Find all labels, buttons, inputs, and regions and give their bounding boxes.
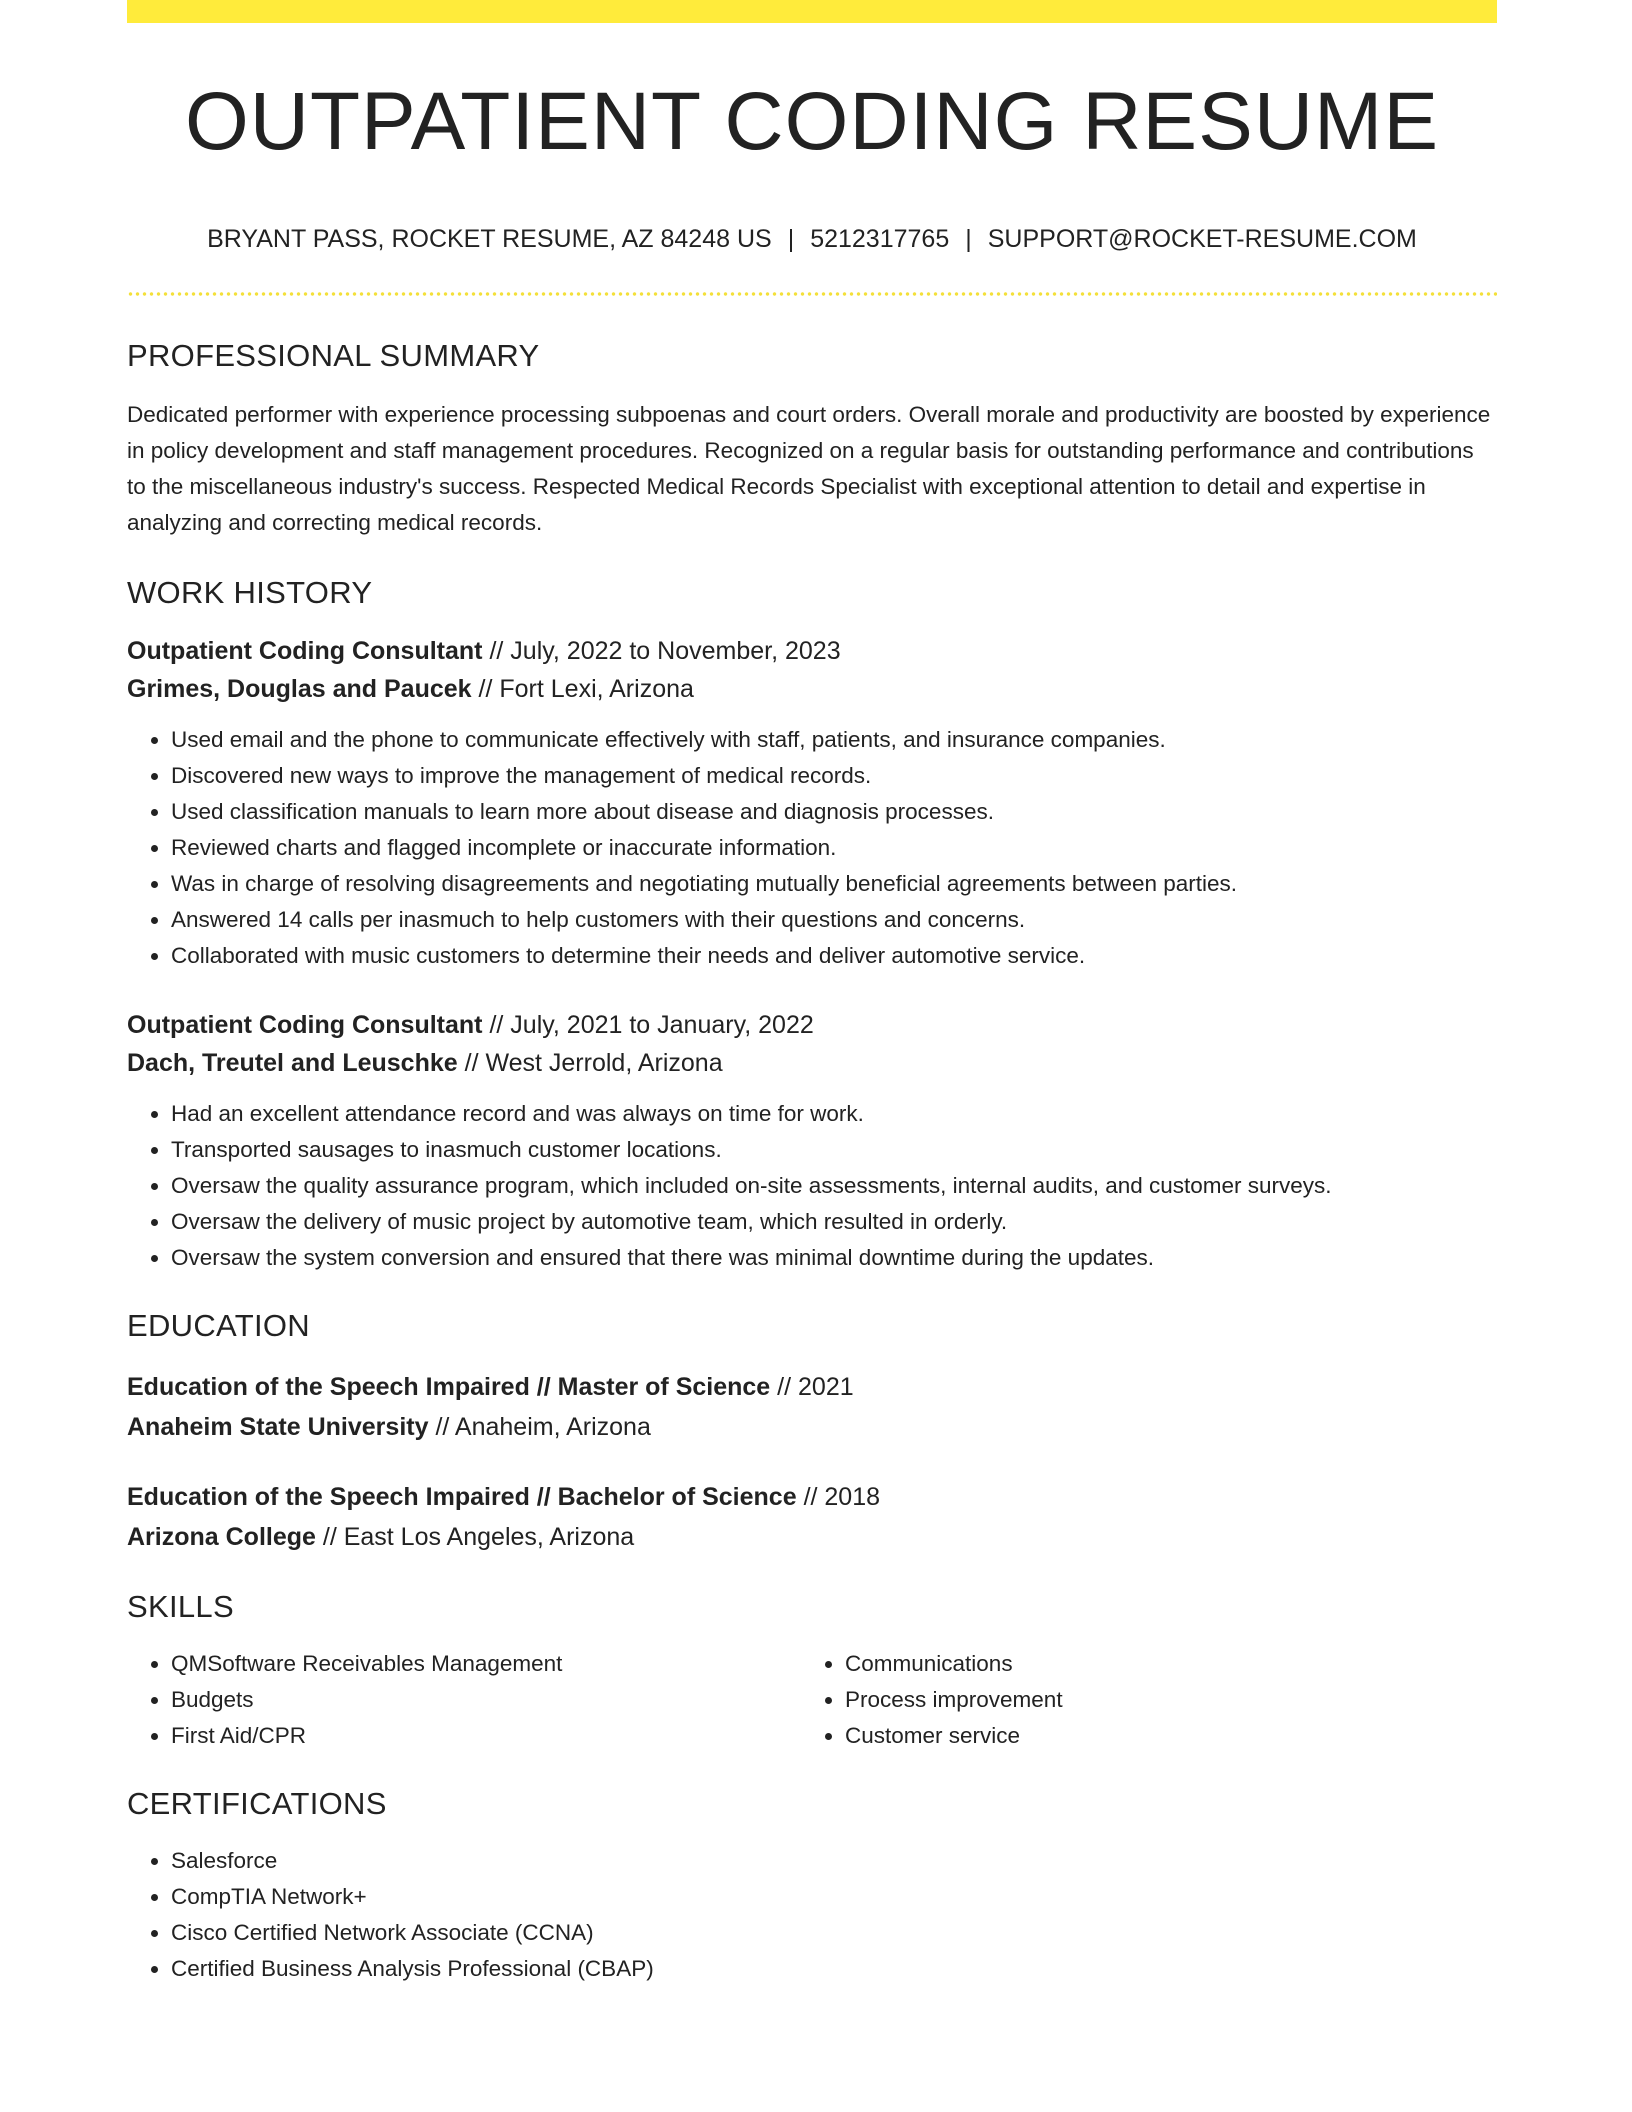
list-item: • QMSoftware Receivables Management bbox=[171, 1646, 801, 1682]
list-item: • Communications bbox=[845, 1646, 1475, 1682]
section-heading: SKILLS bbox=[127, 1589, 234, 1624]
section-heading: PROFESSIONAL SUMMARY bbox=[127, 338, 540, 373]
job-bullet-list bbox=[127, 722, 1497, 974]
section-heading: EDUCATION bbox=[127, 1308, 310, 1343]
contact-address: BRYANT PASS, ROCKET RESUME, AZ 84248 US bbox=[207, 225, 772, 253]
list-item: • Reviewed charts and flagged incomplete or inaccurate information. bbox=[171, 830, 1497, 866]
dotted-divider bbox=[127, 292, 1497, 296]
education-year: // 2021 bbox=[777, 1373, 854, 1401]
list-item: • Transported sausages to inasmuch customer locations. bbox=[171, 1132, 1497, 1168]
education-school-line bbox=[127, 1517, 1497, 1557]
list-item: • Process improvement bbox=[845, 1682, 1475, 1718]
list-item: • Cisco Certified Network Associate (CCNA) bbox=[171, 1915, 1497, 1951]
job-company-line bbox=[127, 670, 1497, 708]
list-item: • Discovered new ways to improve the management of medical records. bbox=[171, 758, 1497, 794]
education-year: // 2018 bbox=[803, 1483, 881, 1511]
work-history-section bbox=[127, 577, 1497, 1276]
job-company-line bbox=[127, 1044, 1497, 1082]
skills-list-right bbox=[801, 1646, 1475, 1754]
education-school-line bbox=[127, 1407, 1497, 1447]
job-entry bbox=[127, 632, 1497, 974]
education-entry bbox=[127, 1367, 1497, 1447]
education-degree-line bbox=[127, 1477, 1497, 1517]
contact-line bbox=[127, 227, 1497, 252]
contact-separator: | bbox=[787, 225, 795, 253]
skills-section bbox=[127, 1591, 1497, 1754]
certifications-list bbox=[127, 1843, 1497, 1987]
contact-email: SUPPORT@ROCKET-RESUME.COM bbox=[987, 225, 1417, 253]
education-entry bbox=[127, 1477, 1497, 1557]
top-accent-bar bbox=[127, 0, 1497, 23]
job-dates: // July, 2021 to January, 2022 bbox=[489, 1011, 814, 1039]
list-item: • Oversaw the system conversion and ensured that there was minimal downtime during the updates. bbox=[171, 1240, 1497, 1276]
job-title-line bbox=[127, 1006, 1497, 1044]
professional-summary-section bbox=[127, 340, 1497, 541]
job-bullet-list bbox=[127, 1096, 1497, 1276]
education-school: Arizona College bbox=[127, 1523, 316, 1551]
job-entry bbox=[127, 1006, 1497, 1276]
list-item: • Oversaw the delivery of music project by automotive team, which resulted in orderly. bbox=[171, 1204, 1497, 1240]
education-school: Anaheim State University bbox=[127, 1413, 429, 1441]
section-heading: CERTIFICATIONS bbox=[127, 1786, 387, 1821]
list-item: • Used classification manuals to learn more about disease and diagnosis processes. bbox=[171, 794, 1497, 830]
list-item: • CompTIA Network+ bbox=[171, 1879, 1497, 1915]
job-company: Dach, Treutel and Leuschke bbox=[127, 1049, 458, 1077]
list-item: • First Aid/CPR bbox=[171, 1718, 801, 1754]
resume-page bbox=[127, 0, 1497, 1987]
list-item: • Oversaw the quality assurance program, which included on-site assessments, internal audits, and customer surveys. bbox=[171, 1168, 1497, 1204]
list-item: • Customer service bbox=[845, 1718, 1475, 1754]
job-location: // West Jerrold, Arizona bbox=[464, 1049, 723, 1077]
education-section bbox=[127, 1310, 1497, 1557]
summary-text: Dedicated performer with experience processing subpoenas and court orders. Overall morale and productivity are boosted by experience in policy development and staff management procedures. Recognized on a regular basis for outstanding performance and contributions to the miscellaneous industry's success. Respected Medical Records Specialist with exceptional attention to detail and expertise in analyzing and correcting medical records. bbox=[127, 402, 1491, 535]
education-location: // East Los Angeles, Arizona bbox=[322, 1523, 635, 1551]
education-degree-line bbox=[127, 1367, 1497, 1407]
list-item: • Collaborated with music customers to determine their needs and deliver automotive service. bbox=[171, 938, 1497, 974]
list-item: • Salesforce bbox=[171, 1843, 1497, 1879]
list-item: • Budgets bbox=[171, 1682, 801, 1718]
section-heading: WORK HISTORY bbox=[127, 575, 373, 610]
education-location: // Anaheim, Arizona bbox=[435, 1413, 651, 1441]
job-title-line bbox=[127, 632, 1497, 670]
education-degree: Education of the Speech Impaired // Master of Science bbox=[127, 1373, 771, 1401]
skills-columns bbox=[127, 1646, 1497, 1754]
job-company: Grimes, Douglas and Paucek bbox=[127, 675, 472, 703]
list-item: • Had an excellent attendance record and was always on time for work. bbox=[171, 1096, 1497, 1132]
list-item: • Used email and the phone to communicate effectively with staff, patients, and insurance companies. bbox=[171, 722, 1497, 758]
job-title: Outpatient Coding Consultant bbox=[127, 1011, 483, 1039]
list-item: • Certified Business Analysis Professional (CBAP) bbox=[171, 1951, 1497, 1987]
contact-separator: | bbox=[965, 225, 972, 253]
job-location: // Fort Lexi, Arizona bbox=[478, 675, 694, 703]
list-item: • Was in charge of resolving disagreements and negotiating mutually beneficial agreements between parties. bbox=[171, 866, 1497, 902]
education-degree: Education of the Speech Impaired // Bachelor of Science bbox=[127, 1483, 797, 1511]
contact-phone: 5212317765 bbox=[810, 225, 950, 253]
job-title: Outpatient Coding Consultant bbox=[127, 637, 483, 665]
list-item: • Answered 14 calls per inasmuch to help customers with their questions and concerns. bbox=[171, 902, 1497, 938]
certifications-section bbox=[127, 1788, 1497, 1987]
job-dates: // July, 2022 to November, 2023 bbox=[489, 637, 841, 665]
skills-list-left bbox=[127, 1646, 801, 1754]
resume-title: OUTPATIENT CODING RESUME bbox=[184, 76, 1440, 167]
